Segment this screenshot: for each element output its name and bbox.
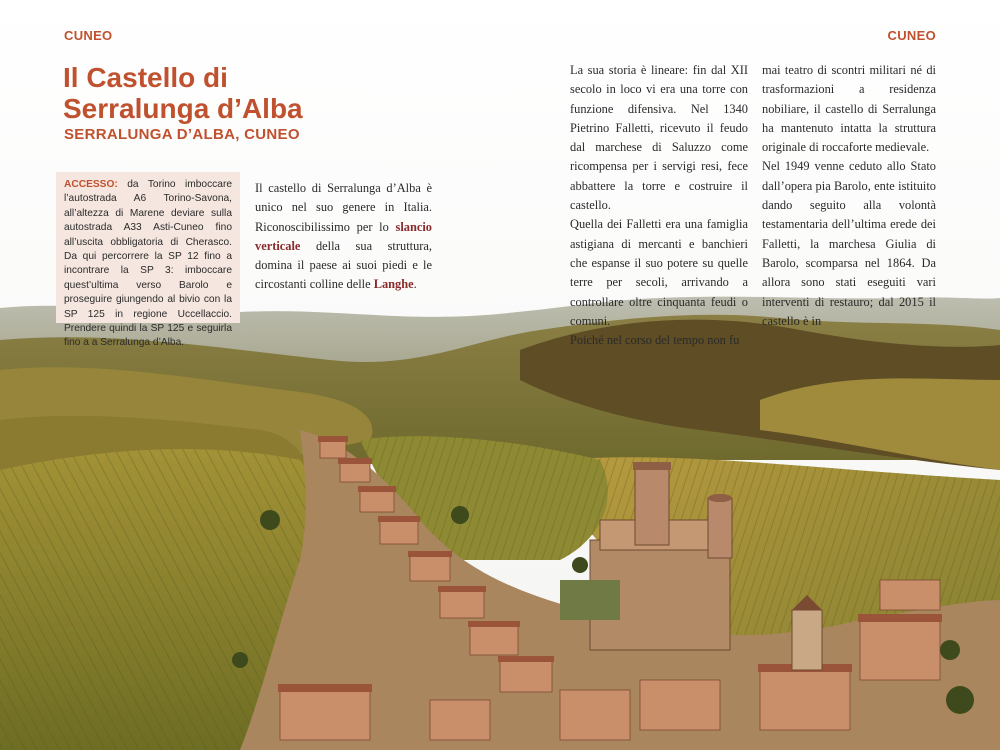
history-paragraph-2: Quella dei Falletti era una famiglia astigiana di mercanti e banchieri che espanse il suo potere su quelle terre per secoli, arrivando a controllare oltre cinquanta feudi o comuni. — [570, 217, 748, 328]
section-tag-right: CUNEO — [887, 28, 936, 43]
continuation-paragraph-2: Nel 1949 venne ceduto allo Stato dall’opera pia Barolo, ente istituito dando seguito alla volontà testamentaria dell’ultima erede dei Falletti, la marchesa Giulia di Barolo, scomparsa nel 1864. Da allora sono stati eseguiti vari interventi di restauro; dal 2015 il castello è in — [762, 159, 936, 328]
intro-text-1: Il castello di Serralunga d’Alba è unico nel suo genere in Italia. Riconoscibilissimo per lo — [255, 181, 432, 234]
history-column — [570, 61, 748, 350]
history-paragraph-3: Poiché nel corso del tempo non fu — [570, 333, 740, 348]
continuation-column — [762, 61, 936, 331]
article-title: Il Castello di Serralunga d’Alba — [63, 62, 303, 124]
intro-column — [255, 179, 432, 295]
section-tag-left: CUNEO — [64, 28, 113, 43]
highlight-langhe: Langhe — [373, 277, 414, 292]
access-label: ACCESSO: — [64, 179, 118, 190]
article-subtitle: SERRALUNGA D’ALBA, CUNEO — [64, 126, 300, 143]
intro-text-2: della sua struttura, domina il paese ai suoi piedi e le circostanti colline delle — [255, 238, 432, 292]
highlight-slancio: slancio verticale — [255, 219, 432, 253]
intro-text-3: . — [413, 277, 417, 292]
access-text: da Torino imboccare l’autostrada A6 Torino-Savona, all’altezza di Marene deviare sulla autostrada A33 Asti-Cuneo fino all’uscita obbligatoria di Cherasco. Da qui percorrere la SP 12 fino a incontrare la SP 3: imboccare quest’ultima verso Barolo e proseguire giungendo al bivio con la SP 125 in regione Uccellaccio. Prendere quindi la SP 125 e seguirla fino a a Serralunga d’Alba. — [64, 179, 232, 349]
intro-paragraph — [255, 179, 432, 295]
history-paragraph-1: La sua storia è lineare: fin dal XII secolo in loco vi era una torre con funzione difensiva. Nel 1340 Pietrino Falletti, ricevuto il feudo dal marchese di Saluzzo come ricompensa per i servigi resi, fece abbattere la torre e costruire il castello. — [570, 63, 748, 213]
continuation-paragraph-1: mai teatro di scontri militari né di trasformazioni a residenza nobiliare, il castello di Serralunga ha mantenuto intatta la struttura originale di roccaforte medievale. — [762, 63, 936, 155]
access-info-box — [56, 172, 240, 349]
